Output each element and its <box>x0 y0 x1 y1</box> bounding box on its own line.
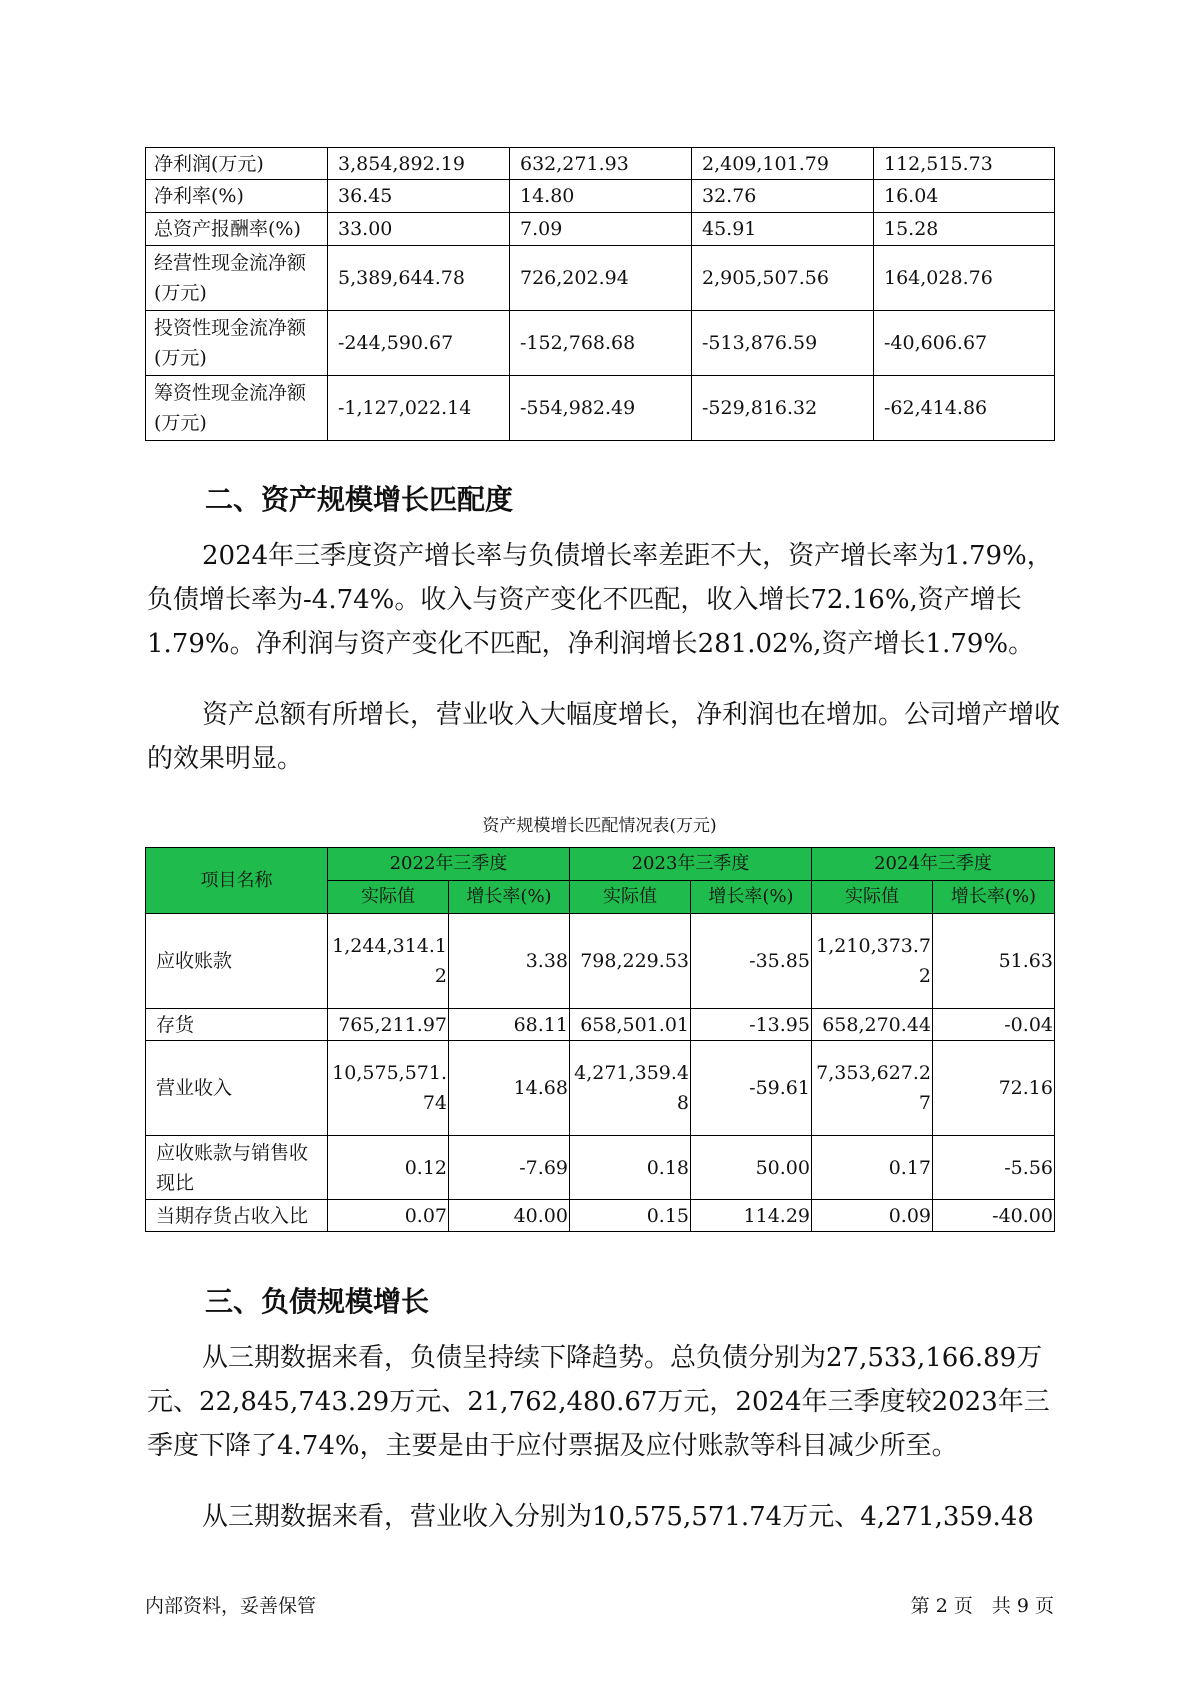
table-cell: 51.63 <box>933 914 1055 1009</box>
row-label: 当期存货占收入比 <box>146 1200 328 1232</box>
table-cell: 14.68 <box>449 1041 570 1136</box>
table-cell: 10,575,571.74 <box>328 1041 449 1136</box>
table-row <box>146 914 1055 1009</box>
table-cell: -244,590.67 <box>328 311 510 376</box>
table-cell: 164,028.76 <box>874 246 1055 311</box>
table-row <box>146 246 1055 311</box>
column-header: 项目名称 <box>146 848 328 914</box>
row-label: 净利润(万元) <box>146 148 328 180</box>
column-header: 增长率(%) <box>449 881 570 914</box>
table-cell: 0.09 <box>812 1200 933 1232</box>
table-cell: 7.09 <box>510 213 692 246</box>
row-label: 投资性现金流净额(万元) <box>146 311 328 376</box>
table-cell: 36.45 <box>328 180 510 213</box>
table-cell: -59.61 <box>691 1041 812 1136</box>
table-cell: 112,515.73 <box>874 148 1055 180</box>
footer-note: 内部资料，妥善保管 <box>145 1595 317 1617</box>
table-row <box>146 1009 1055 1041</box>
table-row <box>146 213 1055 246</box>
row-label: 应收账款 <box>146 914 328 1009</box>
table-cell: 0.15 <box>570 1200 691 1232</box>
table-cell: 5,389,644.78 <box>328 246 510 311</box>
table-cell: 15.28 <box>874 213 1055 246</box>
row-label: 筹资性现金流净额(万元) <box>146 376 328 441</box>
section-heading: 二、资产规模增长匹配度 <box>205 483 514 516</box>
table-cell: -40.00 <box>933 1200 1055 1232</box>
table-cell: 658,501.01 <box>570 1009 691 1041</box>
table-cell: -7.69 <box>449 1136 570 1200</box>
table-cell: -5.56 <box>933 1136 1055 1200</box>
table-cell: 72.16 <box>933 1041 1055 1136</box>
table-row <box>146 376 1055 441</box>
table-cell: -513,876.59 <box>692 311 874 376</box>
table-row <box>146 1136 1055 1200</box>
table-cell: -529,816.32 <box>692 376 874 441</box>
table-cell: 4,271,359.48 <box>570 1041 691 1136</box>
table-cell: 2,905,507.56 <box>692 246 874 311</box>
table-cell: -62,414.86 <box>874 376 1055 441</box>
financial-summary-table <box>145 147 1055 441</box>
row-label: 应收账款与销售收现比 <box>146 1136 328 1200</box>
table-cell: 1,244,314.12 <box>328 914 449 1009</box>
column-header: 2022年三季度 <box>328 848 570 881</box>
row-label: 营业收入 <box>146 1041 328 1136</box>
table-cell: -13.95 <box>691 1009 812 1041</box>
section-heading: 三、负债规模增长 <box>205 1285 430 1318</box>
row-label: 经营性现金流净额(万元) <box>146 246 328 311</box>
table-cell: 32.76 <box>692 180 874 213</box>
table-cell: 7,353,627.27 <box>812 1041 933 1136</box>
page-number: 第 2 页 共 9 页 <box>910 1595 1054 1617</box>
table-row <box>146 1200 1055 1232</box>
table-cell: 16.04 <box>874 180 1055 213</box>
column-header: 实际值 <box>570 881 691 914</box>
table-cell: 45.91 <box>692 213 874 246</box>
table-cell: 765,211.97 <box>328 1009 449 1041</box>
table-row <box>146 180 1055 213</box>
table-cell: 658,270.44 <box>812 1009 933 1041</box>
table-cell: 14.80 <box>510 180 692 213</box>
table-cell: 114.29 <box>691 1200 812 1232</box>
column-header: 增长率(%) <box>691 881 812 914</box>
column-header: 增长率(%) <box>933 881 1055 914</box>
table-cell: 50.00 <box>691 1136 812 1200</box>
table-cell: 2,409,101.79 <box>692 148 874 180</box>
paragraph: 从三期数据来看，负债呈持续下降趋势。总负债分别为27,533,166.89万元、22,845,743.29万元、21,762,480.67万元，2024年三季度较2023年三季度下降了4.74%，主要是由于应付票据及应付账款等科目减少所至。 <box>147 1343 1050 1461</box>
column-header: 2023年三季度 <box>570 848 812 881</box>
table-cell: -35.85 <box>691 914 812 1009</box>
paragraph: 从三期数据来看，营业收入分别为10,575,571.74万元、4,271,359.48 <box>202 1502 1034 1532</box>
table-row <box>146 1041 1055 1136</box>
table-cell: -0.04 <box>933 1009 1055 1041</box>
table-cell: 1,210,373.72 <box>812 914 933 1009</box>
table-cell: 726,202.94 <box>510 246 692 311</box>
table-cell: 33.00 <box>328 213 510 246</box>
table-cell: 40.00 <box>449 1200 570 1232</box>
row-label: 总资产报酬率(%) <box>146 213 328 246</box>
row-label: 存货 <box>146 1009 328 1041</box>
table-cell: -152,768.68 <box>510 311 692 376</box>
column-header: 实际值 <box>328 881 449 914</box>
table-row <box>146 311 1055 376</box>
asset-growth-table <box>145 847 1055 1232</box>
table-cell: 3.38 <box>449 914 570 1009</box>
table-row <box>146 148 1055 180</box>
table-cell: 68.11 <box>449 1009 570 1041</box>
table-cell: 0.18 <box>570 1136 691 1200</box>
table-caption: 资产规模增长匹配情况表(万元) <box>482 816 717 836</box>
table-cell: 0.07 <box>328 1200 449 1232</box>
row-label: 净利率(%) <box>146 180 328 213</box>
table-cell: -40,606.67 <box>874 311 1055 376</box>
column-header: 实际值 <box>812 881 933 914</box>
table-cell: 798,229.53 <box>570 914 691 1009</box>
paragraph: 资产总额有所增长，营业收入大幅度增长，净利润也在增加。公司增产增收的效果明显。 <box>147 700 1061 774</box>
table-cell: 3,854,892.19 <box>328 148 510 180</box>
table-cell: -554,982.49 <box>510 376 692 441</box>
table-header-row <box>146 848 1055 881</box>
table-cell: -1,127,022.14 <box>328 376 510 441</box>
column-header: 2024年三季度 <box>812 848 1055 881</box>
table-cell: 0.12 <box>328 1136 449 1200</box>
table-cell: 0.17 <box>812 1136 933 1200</box>
paragraph: 2024年三季度资产增长率与负债增长率差距不大，资产增长率为1.79%，负债增长率为-4.74%。收入与资产变化不匹配，收入增长72.16%,资产增长1.79%。净利润与资产变化不匹配，净利润增长281.02%,资产增长1.79%。 <box>147 541 1053 659</box>
table-cell: 632,271.93 <box>510 148 692 180</box>
